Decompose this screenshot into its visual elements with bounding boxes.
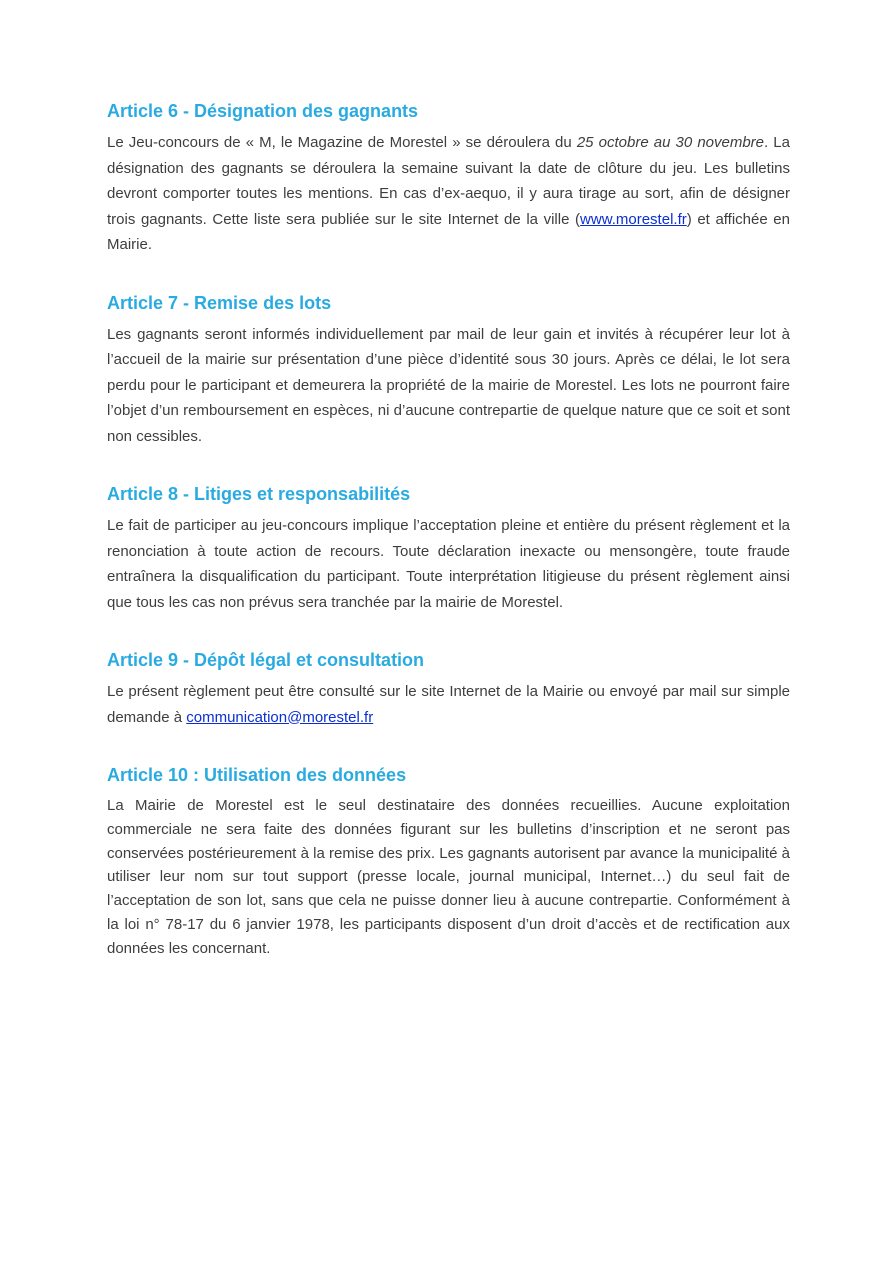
communication-email-link[interactable]: communication@morestel.fr <box>186 708 374 726</box>
contest-dates-italic: 25 octobre au 30 novembre <box>576 134 765 151</box>
article-10-section <box>107 765 790 961</box>
article-6-title: Article 6 - Désignation des gagnants <box>107 101 419 121</box>
article-9-section <box>107 650 790 730</box>
article-7-body <box>107 322 790 450</box>
paragraph-text: Le Jeu-concours de « M, le Magazine de Morestel » se déroulera du <box>107 134 577 151</box>
article-9-body <box>107 679 790 730</box>
article-8-title: Article 8 - Litiges et responsabilités <box>107 484 411 504</box>
paragraph-text: Le présent règlement peut être consulté sur le site Internet de la Mairie ou envoyé par mail sur simple demande à <box>107 683 790 726</box>
paragraph-text: Les gagnants seront informés individuellement par mail de leur gain et invités à récupérer leur lot à l’accueil de la mairie sur présentation d’une pièce d’identité sous 30 jours. Après ce délai, le lot sera perdu pour le participant et demeurera la propriété de la mairie de Morestel. Les lots ne pourront faire l’objet d’un remboursement en espèces, ni d’aucune contrepartie de quelque nature que ce soit et sont non cessibles. <box>107 325 790 445</box>
paragraph-text: . La désignation des gagnants se déroulera la semaine suivant la date de clôture du jeu. Les bulletins devront comporter toutes les mentions. En cas d’ex-aequo, il y aura tirage au sort, afin de désigner trois gagnants. Cette liste sera publiée sur le site Internet de la ville ( <box>107 134 790 228</box>
article-6-body <box>107 130 790 258</box>
article-10-body <box>107 794 790 961</box>
article-10-title: Article 10 : Utilisation des données <box>107 765 407 785</box>
article-8-body <box>107 513 790 615</box>
article-8-section <box>107 484 790 615</box>
article-6-section <box>107 101 790 258</box>
paragraph-text: ) et affichée en Mairie. <box>107 210 790 253</box>
paragraph-text: La Mairie de Morestel est le seul destinataire des données recueillies. Aucune exploitation commerciale ne sera faite des données figurant sur les bulletins d’inscription et ne seront pas conservées postérieurement à la remise des prix. Les gagnants autorisent par avance la municipalité à utiliser leur nom sur tout support (presse locale, journal municipal, Internet…) du seul fait de l’acceptation de son lot, sans que cela ne puisse donner lieu à aucune contrepartie. Conformément à la loi n° 78-17 du 6 janvier 1978, les participants disposent d’un droit d’accès et de rectification aux données les concernant. <box>107 797 790 957</box>
article-7-section <box>107 293 790 450</box>
paragraph-text: Le fait de participer au jeu-concours implique l’acceptation pleine et entière du présent règlement et la renonciation à toute action de recours. Toute déclaration inexacte ou mensongère, toute fraude entraînera la disqualification du participant. Toute interprétation litigieuse du présent règlement ainsi que tous les cas non prévus sera tranchée par la mairie de Morestel. <box>107 517 790 611</box>
article-7-title: Article 7 - Remise des lots <box>107 292 332 313</box>
morestel-website-link[interactable]: www.morestel.fr <box>580 210 687 228</box>
article-9-title: Article 9 - Dépôt légal et consultation <box>107 650 425 670</box>
